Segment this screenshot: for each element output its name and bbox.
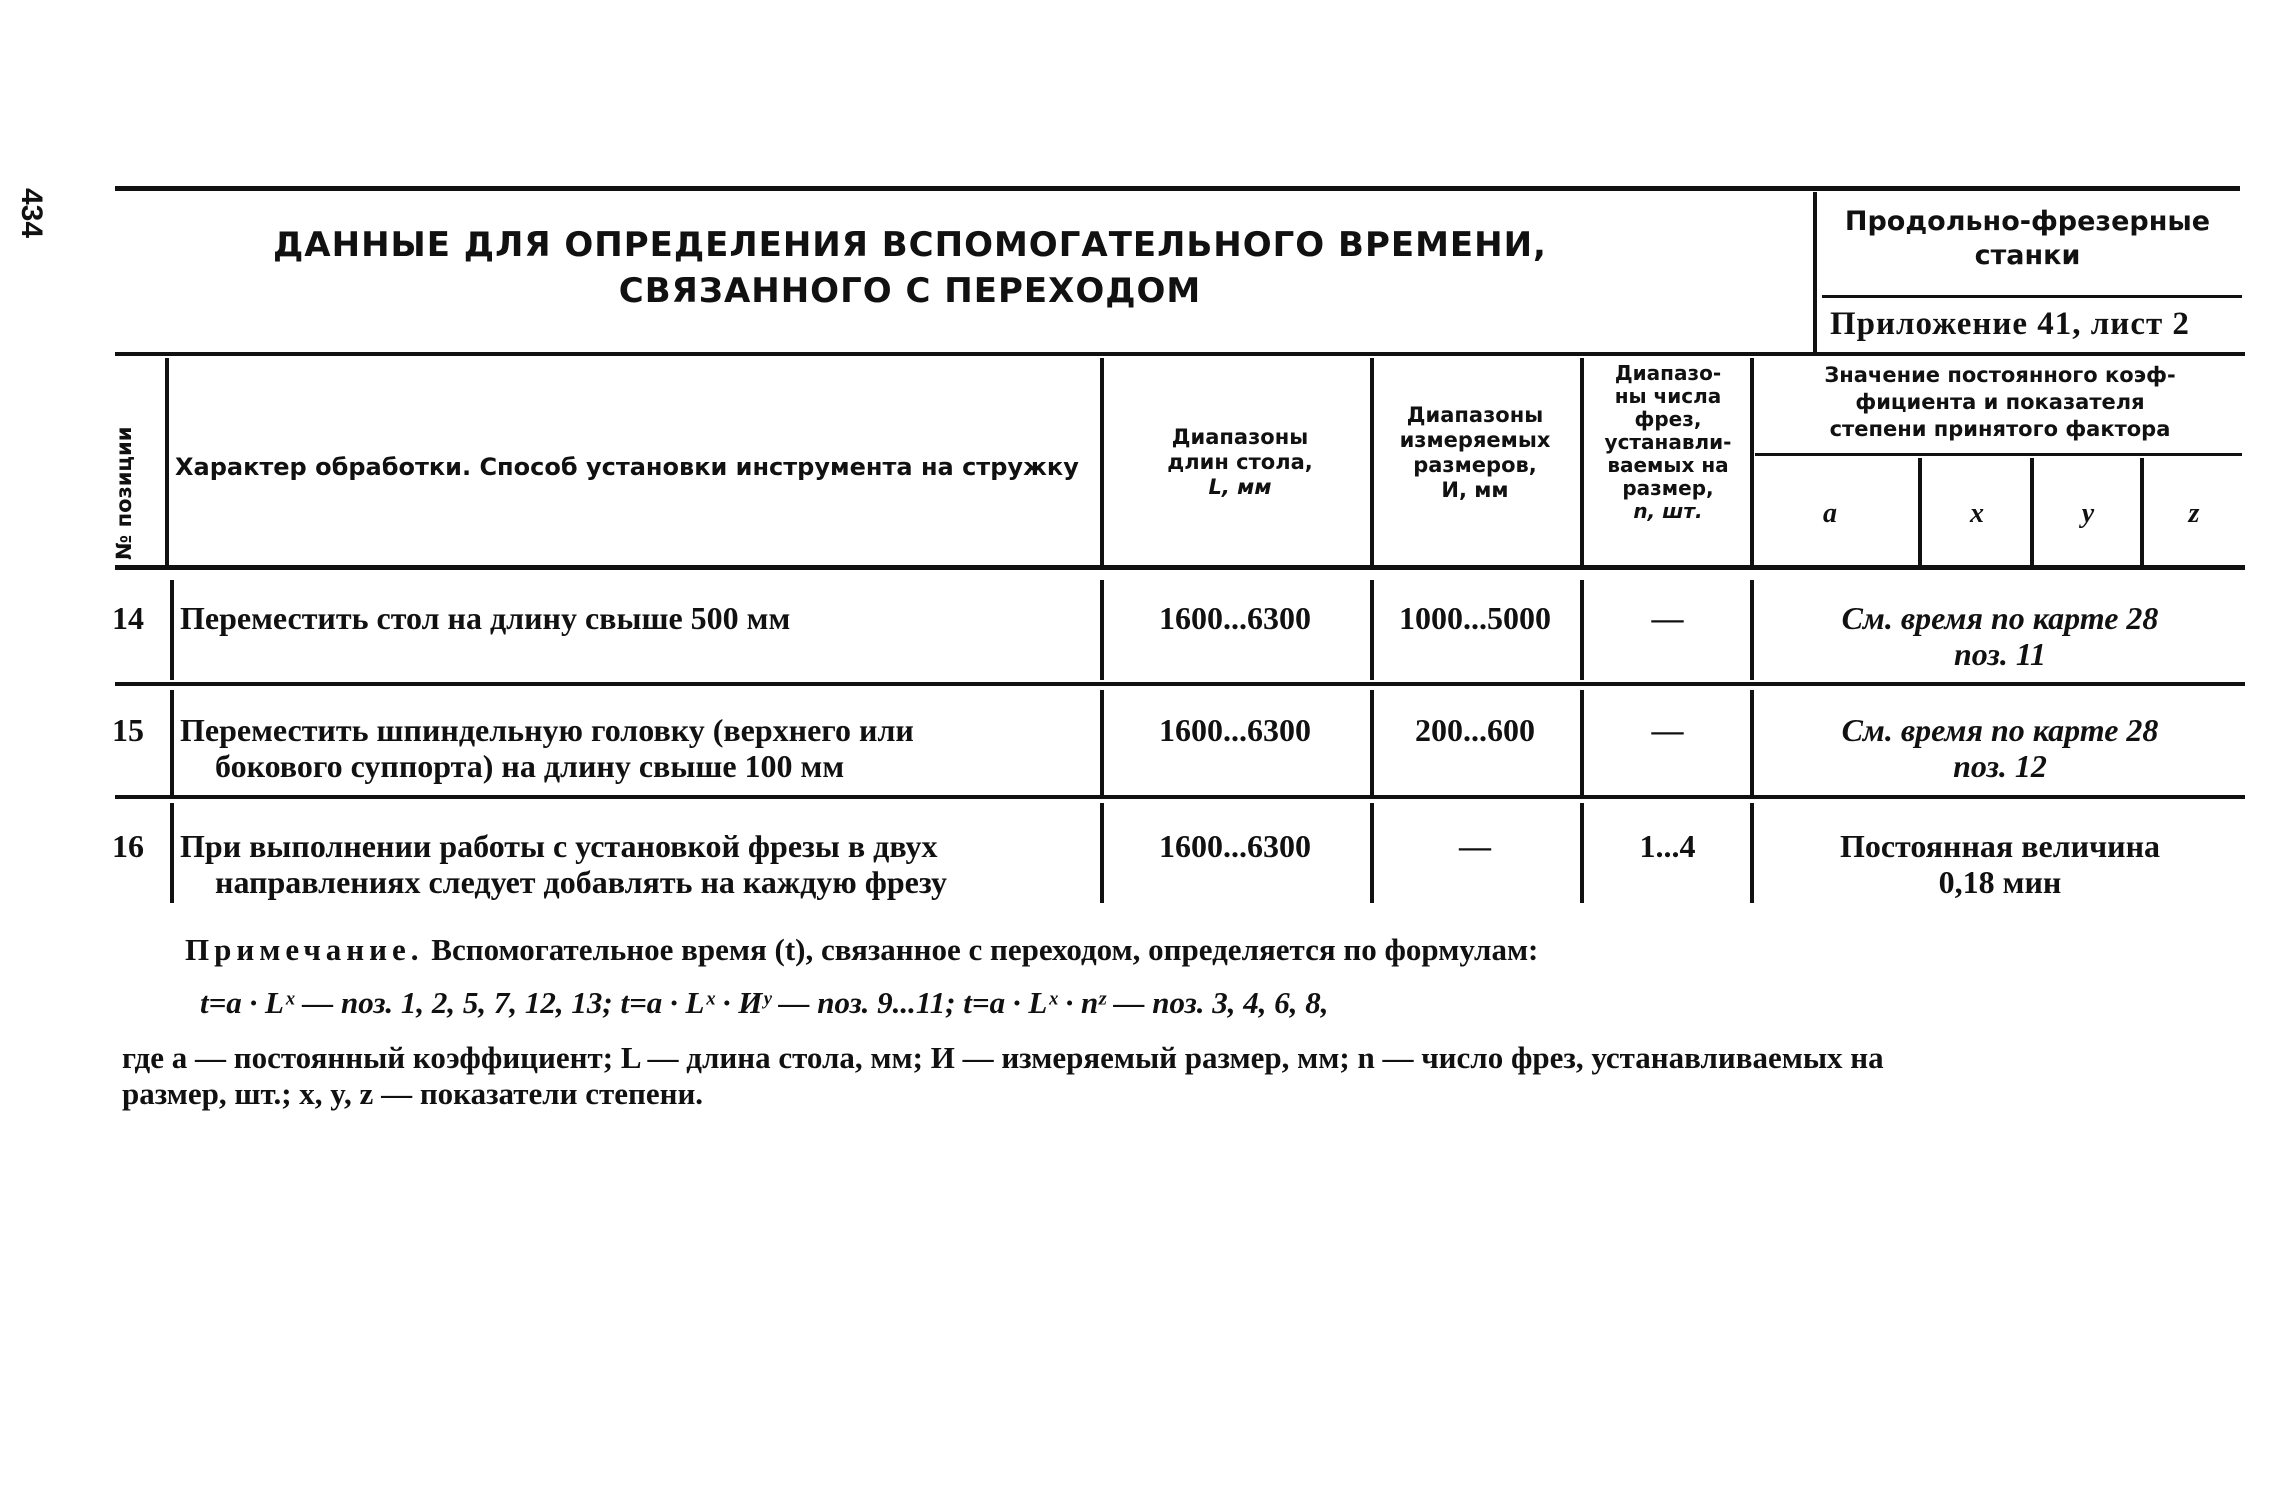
coef-sep-2 — [2030, 458, 2034, 566]
coef-x-label: x — [1970, 498, 1984, 529]
row14-sep-1 — [170, 580, 174, 680]
header-cutters-5: ваемых на — [1607, 453, 1729, 477]
header-table-length-3: L, мм — [1208, 475, 1272, 499]
table-top-rule — [115, 352, 2245, 356]
col-sep-3 — [1370, 358, 1374, 566]
row-length: 1600...6300 — [1159, 600, 1311, 636]
header-position: № позиции — [112, 426, 136, 560]
row-operation-line-1: Переместить шпиндельную головку (верхнего или — [180, 712, 914, 748]
appendix-rule — [1822, 295, 2242, 298]
note-legend-cont: размер, шт.; x, y, z — показатели степени. — [122, 1076, 704, 1111]
header-coef-3: степени принятого фактора — [1829, 417, 2171, 441]
header-cutters — [1588, 362, 1748, 523]
header-cutters-1: Диапазо- — [1614, 361, 1722, 385]
row-cutters: — — [1651, 712, 1684, 748]
row15-sep-5 — [1750, 690, 1754, 795]
page-title — [250, 222, 1570, 314]
header-cutters-4: устанавли- — [1604, 430, 1732, 454]
header-measured-2: измеряемых — [1399, 428, 1551, 452]
title-line-2: СВЯЗАННОГО С ПЕРЕХОДОМ — [618, 271, 1202, 311]
row-cutters: — — [1651, 600, 1684, 636]
coef-sep-1 — [1918, 458, 1922, 566]
title-line-1: ДАННЫЕ ДЛЯ ОПРЕДЕЛЕНИЯ ВСПОМОГАТЕЛЬНОГО ВРЕМЕНИ, — [273, 225, 1547, 265]
machine-type-line-2: станки — [1974, 240, 2081, 271]
coef-sep-3 — [2140, 458, 2144, 566]
row15-sep-3 — [1370, 690, 1374, 795]
coef-z-label: z — [2188, 498, 2200, 529]
table-row: 14 — [112, 600, 144, 636]
row16-sep-1 — [170, 803, 174, 903]
coef-subheader-rule — [1755, 453, 2242, 456]
col-sep-2 — [1100, 358, 1104, 566]
appendix-label: Приложение 41, лист 2 — [1830, 306, 2190, 342]
row-operation — [180, 712, 1080, 784]
row-value-line-1: См. время по карте 28 — [1841, 712, 2159, 748]
header-table-length — [1110, 425, 1370, 500]
row16-sep-5 — [1750, 803, 1754, 903]
header-cutters-3: фрез, — [1634, 407, 1702, 431]
header-table-length-1: Диапазоны — [1171, 425, 1309, 449]
coef-a-label: a — [1823, 498, 1837, 529]
header-operation: Характер обработки. Способ установки инструмента на стружку — [175, 453, 1079, 481]
header-measured-4: И, мм — [1441, 478, 1509, 502]
row14-bottom-rule — [115, 682, 2245, 686]
header-measured — [1375, 403, 1575, 503]
row-value-line-1: Постоянная величина — [1839, 828, 2161, 864]
note-formulas: t=a · Lˣ — поз. 1, 2, 5, 7, 12, 13; t=a · Lˣ · Иʸ — поз. 9...11; t=a · Lˣ · nᶻ — поз. 3, 4, 6, 8, — [200, 985, 1329, 1020]
machine-type-line-1: Продольно-фрезерные — [1844, 206, 2211, 237]
row-operation: Переместить стол на длину свыше 500 мм — [180, 600, 791, 636]
row15-sep-2 — [1100, 690, 1104, 795]
table-row: 15 — [112, 712, 144, 748]
row-measured: — — [1459, 828, 1491, 864]
coef-y-label: y — [2081, 498, 2095, 529]
machine-type — [1830, 205, 2225, 273]
header-cutters-2: ны числа — [1614, 384, 1722, 408]
col-sep-1 — [165, 358, 169, 566]
row-operation — [180, 828, 1080, 900]
row-value-line-2: 0,18 мин — [1938, 864, 2062, 900]
row-operation-line-2: бокового суппорта) на длину свыше 100 мм — [215, 748, 845, 784]
row-cutters: 1...4 — [1639, 828, 1696, 864]
col-sep-5 — [1750, 358, 1754, 566]
row-value — [1760, 828, 2240, 900]
row15-sep-4 — [1580, 690, 1584, 795]
header-measured-3: размеров, — [1413, 453, 1537, 477]
row15-sep-1 — [170, 690, 174, 795]
note-label: Примечание. — [185, 932, 424, 967]
row14-sep-3 — [1370, 580, 1374, 680]
top-rule — [115, 186, 2240, 191]
row-operation-line-1: При выполнении работы с установкой фрезы в двух — [180, 828, 938, 864]
header-box-divider — [1813, 192, 1817, 352]
row16-sep-4 — [1580, 803, 1584, 903]
row-operation-line-2: направлениях следует добавлять на каждую фрезу — [215, 864, 948, 900]
row-length: 1600...6300 — [1159, 828, 1311, 864]
row-value — [1760, 712, 2240, 784]
row15-bottom-rule — [115, 795, 2245, 799]
header-cutters-6: размер, — [1622, 476, 1714, 500]
note-legend: где a — постоянный коэффициент; L — длина стола, мм; И — измеряемый размер, мм; n — число фрез, устанавливаемых на — [122, 1040, 1884, 1075]
row16-sep-3 — [1370, 803, 1374, 903]
page-number: 434 — [15, 188, 48, 239]
row-value — [1760, 600, 2240, 672]
note-text-1: Вспомогательное время (t), связанное с переходом, определяется по формулам: — [431, 932, 1539, 967]
row14-sep-2 — [1100, 580, 1104, 680]
header-table-length-2: длин стола, — [1167, 450, 1313, 474]
row-length: 1600...6300 — [1159, 712, 1311, 748]
header-measured-1: Диапазоны — [1406, 403, 1544, 427]
row16-sep-2 — [1100, 803, 1104, 903]
header-cutters-7: n, шт. — [1633, 499, 1703, 523]
row-value-line-2: поз. 12 — [1953, 748, 2047, 784]
row14-sep-4 — [1580, 580, 1584, 680]
header-coef-1: Значение постоянного коэф- — [1824, 363, 2176, 387]
row-value-line-2: поз. 11 — [1953, 636, 2047, 672]
row14-sep-5 — [1750, 580, 1754, 680]
header-bottom-rule — [115, 565, 2245, 570]
header-coefficients — [1760, 362, 2240, 443]
header-coef-2: фициента и показателя — [1855, 390, 2145, 414]
row-value-line-1: См. время по карте 28 — [1841, 600, 2159, 636]
row-measured: 200...600 — [1415, 712, 1535, 748]
row-measured: 1000...5000 — [1399, 600, 1551, 636]
table-row: 16 — [112, 828, 144, 864]
col-sep-4 — [1580, 358, 1584, 566]
note-line-1 — [185, 932, 2235, 968]
